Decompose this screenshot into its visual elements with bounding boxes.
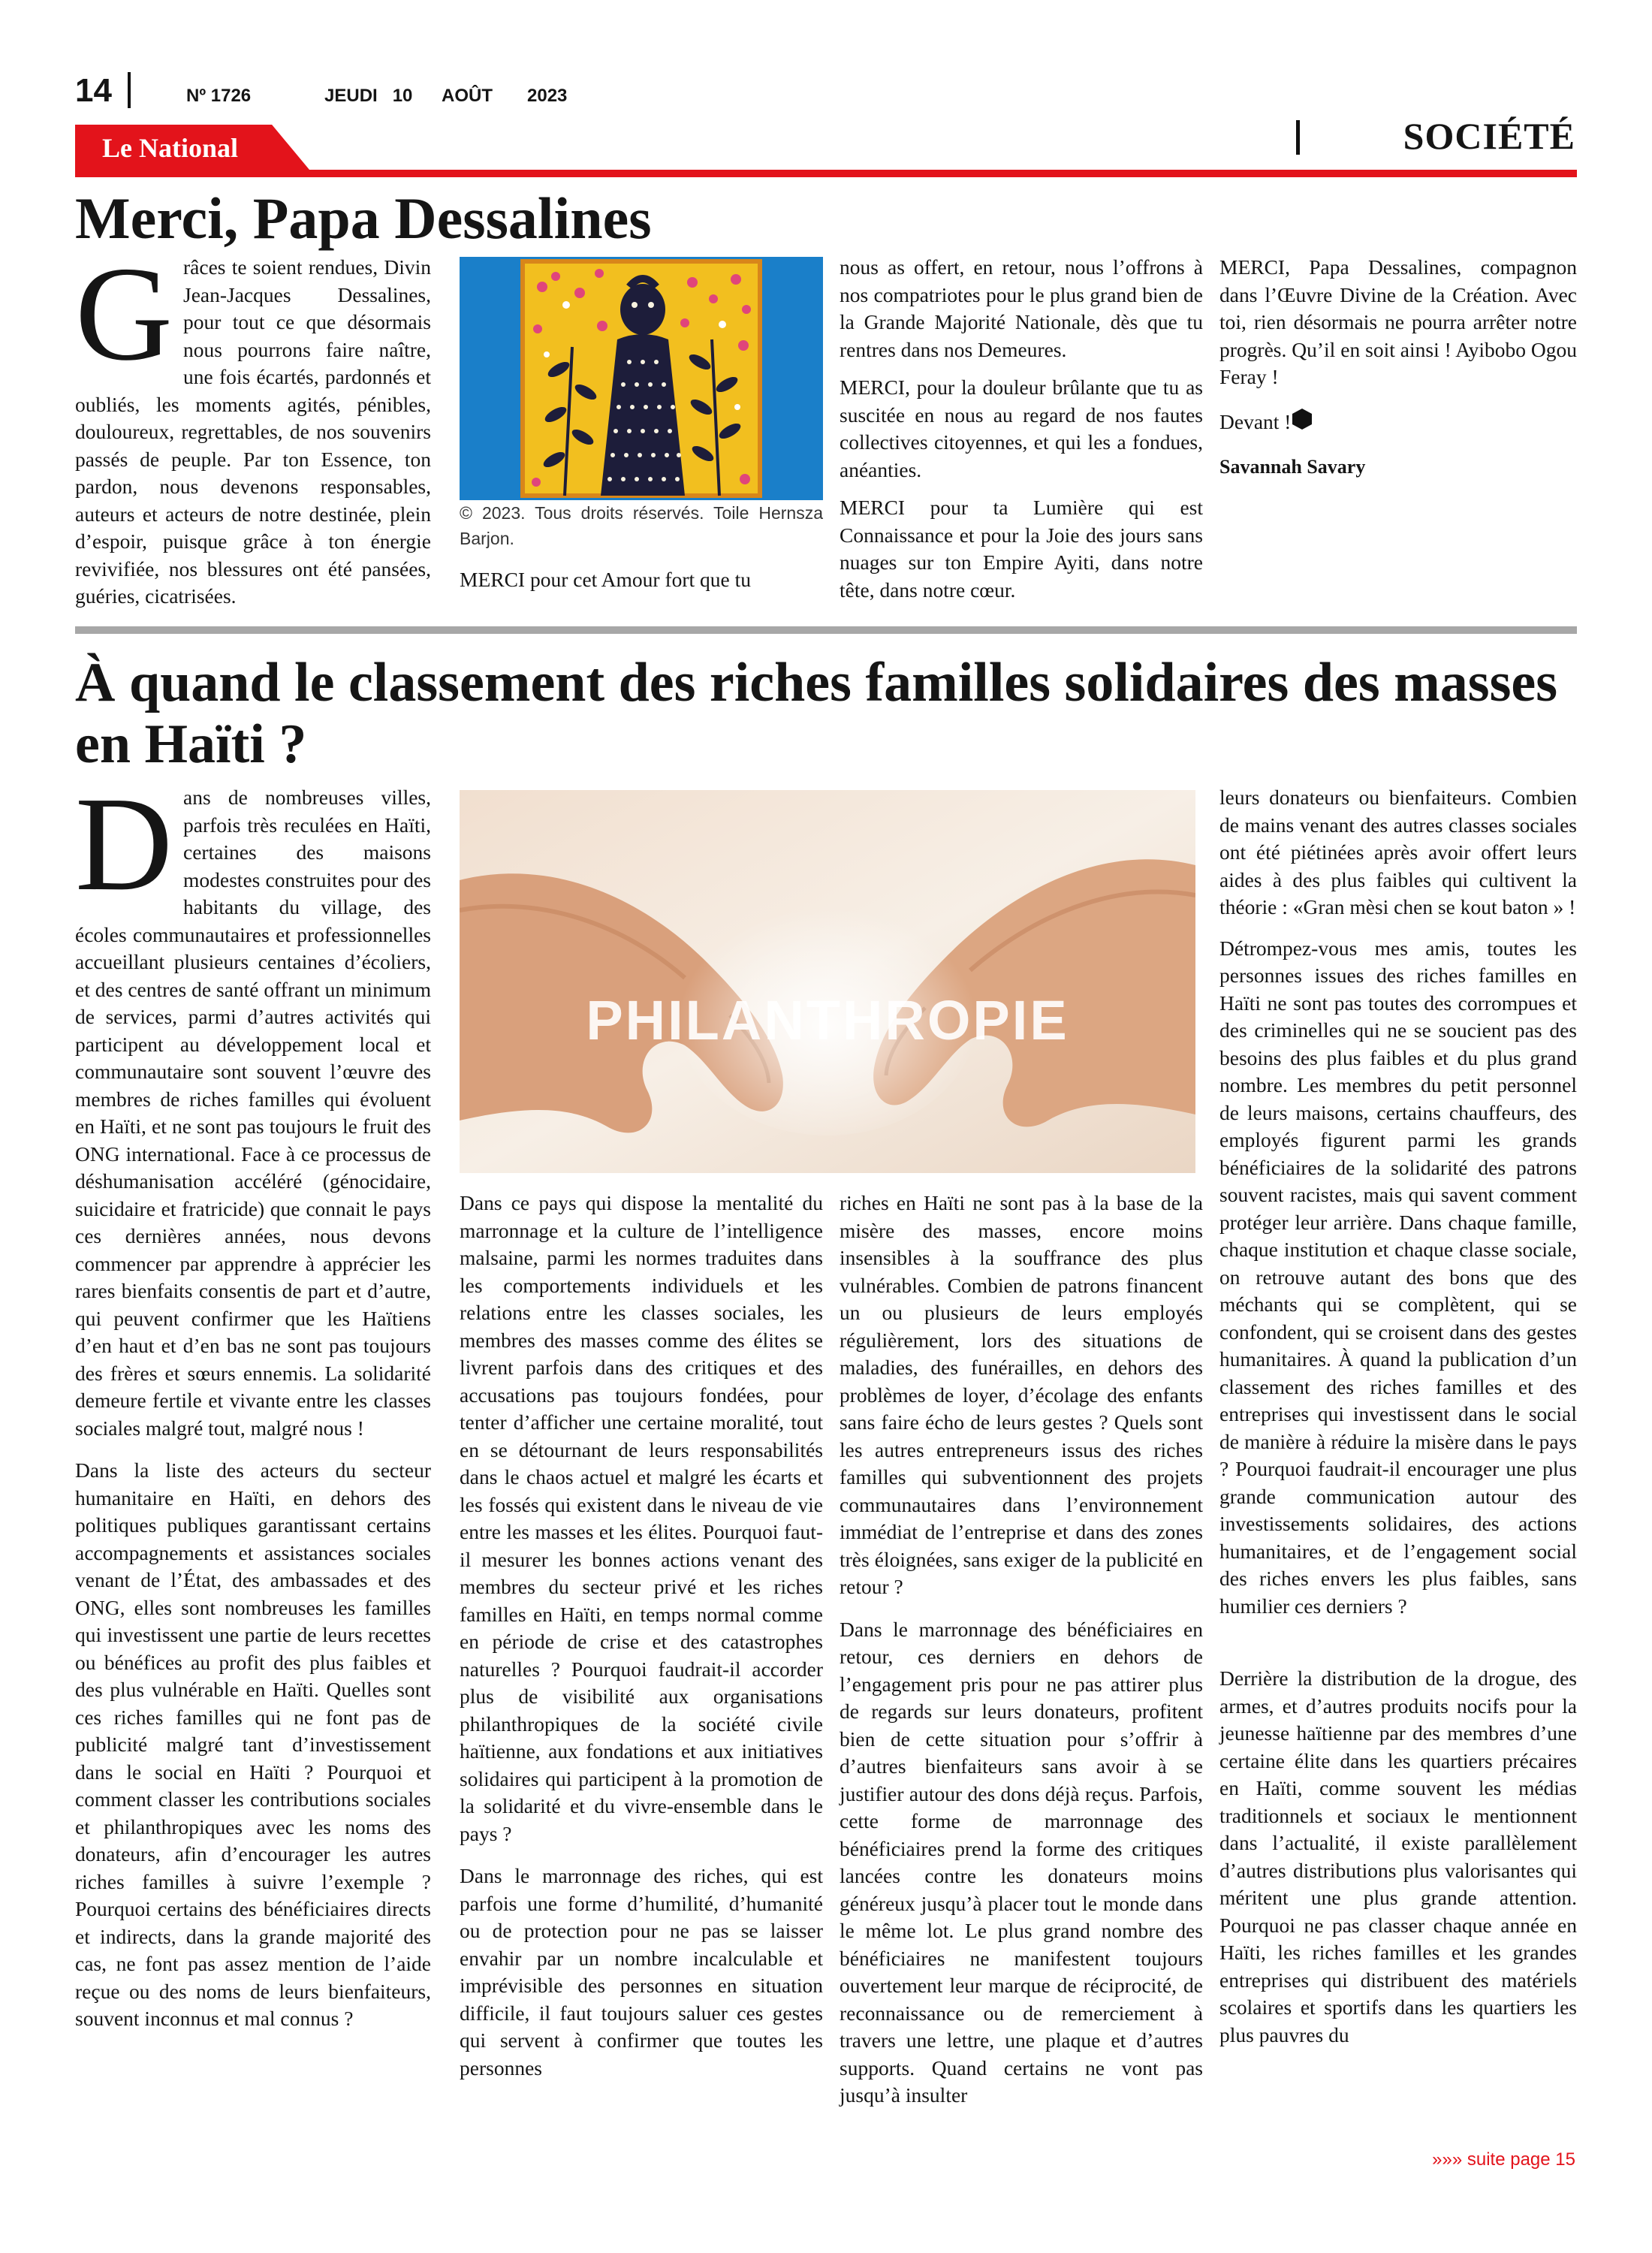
article2-paragraph: Dans la liste des acteurs du secteur humanitaire en Haïti, en dehors des politiques publiques garantissant certains accompagnements et assistances sociales venant de l’État, des ambassades et des ONG, elles sont nombreuses les familles qui investissent une partie de leurs recettes ou bénéfices au profit des plus faibles et des plus vulnérable en Haïti. Quelles sont ces riches familles qui ne font pas de publicité malgré tant d’investissement dans le social en Haïti ? Pourquoi et comment classer les contributions sociales et philanthropiques avec les noms des donateurs, afin d’encourager les autres riches familles à suivre l’exemple ? Pourquoi certains des bénéficiaires directs et indirects, dans la grande majorité des cas, ne font pas assez mention de l’aide reçue ou des noms de leurs bienfaiteurs, souvent inconnus et mal connus ? <box>75 1458 431 2030</box>
article1-paragraph: MERCI pour ta Lumière qui est Connaissance et pour la Joie des jours sans nuages sur ton Empire Ayiti, dans notre tête, dans notre cœur. <box>840 496 1203 602</box>
article2-paragraph: Détrompez-vous mes amis, toutes les personnes issues des riches familles en Haïti ne sont pas toutes des corrompues et des criminelles qui ne se soucient pas des besoins des plus faibles et du plus grand nombre. Les membres du petit personnel de leurs maisons, certains chauffeurs, des employés figurent parmi les grands bénéficiaires de la solidarité des patrons souvent racistes, mais qui savent comment protéger leur arrière. Dans chaque famille, chaque institution et chaque classe sociale, on retrouve autant des bons que des méchants qui se complètent, qui se confondent, qui se croisent dans des gestes humanitaires. À quand la publication d’un classement des riches familles et des entreprises qui investissent dans le social de manière à réduire la misère dans le pays ? Pourquoi faudrait-il encourager une plus grande communication autour des investissements solidaires, des actions humanitaires, et de l’engagement social des riches envers les plus faibles, sans humilier ces derniers ? <box>1219 936 1577 1618</box>
open-hands-illustration <box>460 790 1195 1173</box>
article1-column-4 <box>1219 254 1577 492</box>
sign-off-text: Devant ! <box>1219 409 1292 433</box>
article2-paragraph <box>75 769 431 1442</box>
continued-label: suite page <box>1467 2149 1551 2170</box>
continued-arrows: »»» <box>1432 2149 1463 2170</box>
article1-paragraph: MERCI, Papa Dessalines, compagnon dans l’Œuvre Divine de la Création. Avec toi, rien désormais ne pourra arrêter notre progrès. Qu’il en soit ainsi ! Ayibobo Ogou Feray ! <box>1219 255 1577 388</box>
end-hexagon-icon <box>1291 408 1313 438</box>
article1-paragraph: nous as offert, en retour, nous l’offrons à nos compatriotes pour le plus grand bien de la Grande Majorité Nationale, dès que tu rentres dans nos Demeures. <box>840 255 1203 361</box>
continued-on-page-link[interactable] <box>1432 2149 1575 2170</box>
article1-column-3 <box>840 254 1203 614</box>
issue-year: 2023 <box>527 86 568 106</box>
article2-column-3 <box>840 1190 1203 2120</box>
article1-sign-off <box>1219 408 1577 438</box>
article2-paragraph: Dans le marronnage des riches, qui est parfois une forme d’humilité, d’humanité ou de protection pour ne pas se laisser envahir par un nombre incalculable et imprévisible des personnes en situation difficile, il faut toujours saluer ces gestes qui servent à confirmer que toutes les personnes <box>460 1864 823 2080</box>
continued-page-number: 15 <box>1555 2149 1575 2170</box>
article1-title: Merci, Papa Dessalines <box>75 185 652 251</box>
article1-painting-image <box>460 257 823 500</box>
article1-paragraph: MERCI, pour la douleur brûlante que tu as suscitée en nous au regard de nos fautes collectives citoyennes, et qui les a fondues, anéanties. <box>840 376 1203 481</box>
issue-number: Nº 1726 <box>186 86 252 106</box>
page-number-divider <box>128 72 131 108</box>
article2-column-1 <box>75 769 431 2158</box>
article2-paragraph: leurs donateurs ou bienfaiteurs. Combien de mains venant des autres classes sociales ont été piétinées après avoir offert leurs aides à des plus faibles qui cultivent la théorie : «Gran mèsi chen se kout baton » ! <box>1219 786 1577 918</box>
page-number: 14 <box>75 72 112 109</box>
article1-drop-cap: G <box>75 239 173 388</box>
article1-text: râces te soient rendues, Divin Jean-Jacques Dessalines, pour tout ce que désormais nous pourrons faire naître, une fois écartés, pardonnés et oubliés, les moments agités, pénibles, douloureux, regrettables, de nos souvenirs passés de peuple. Par ton Essence, ton pardon, nous devenons responsables, auteurs et acteurs de notre destinée, plein d’espoir, puisque grâce à ton énergie revivifiée, nos blessures ont été pansées, guéries, cicatrisées. <box>75 255 431 608</box>
article2-drop-cap: D <box>75 769 173 918</box>
issue-month: AOÛT <box>442 86 493 106</box>
article2-column-4 <box>1219 784 1577 2059</box>
newspaper-brand: Le National <box>102 133 239 163</box>
article1-paragraph <box>75 239 431 611</box>
article2-paragraph: riches en Haïti ne sont pas à la base de la misère des masses, encore moins insensibles à la souffrance des plus vulnérables. Combien de patrons financent un ou plusieurs de leurs employés régulièrement, lors des situations de maladies, des funérailles, en dehors des problèmes de loyer, d’écolage des enfants sans faire écho de leurs gestes ? Quels sont les autres entrepreneurs issus des riches familles qui subventionnent des projets communautaires dans l’environnement immédiat de l’entreprise et dans des zones très éloignées, sans exiger de la publicité en retour ? <box>840 1191 1203 1598</box>
philanthropy-image <box>460 790 1195 1173</box>
painting-illustration <box>460 257 823 500</box>
article1-image-caption: © 2023. Tous droits réservés. Toile Hernsza Barjon. <box>460 503 823 548</box>
article2-paragraph: Dans le marronnage des bénéficiaires en retour, ces derniers en dehors de l’engagement pris pour ne pas attirer plus de regards sur leurs donateurs, profitent bien de cette situation pour s’offrir à d’autres bienfaiteurs sans avoir à se justifier autour des dons déjà reçus. Parfois, cette forme de marronnage des bénéficiaires prend la forme des critiques lancées contre les donateurs moins généreux jusqu’à placer tout le monde dans le même lot. Le plus grand nombre des bénéficiaires ne manifestent toujours ouvertement leur marque de réciprocité, de reconnaissance ou de remerciement à travers une lettre, une plaque et d’autres supports. Quand certains ne vont pas jusqu’à insulter <box>840 1617 1203 2107</box>
article2-text: ans de nombreuses villes, parfois très reculées en Haïti, certaines des maisons modestes construites pour des habitants du village, des écoles communautaires et professionnelles accueillant plusieurs centaines d’écoliers, et des centres de santé offrant un minimum de services, parmi d’autres activités qui participent au développement local et communautaire sont souvent l’œuvre des membres de riches familles qui évoluent en Haïti, et ne sont pas toujours le fruit des ONG international. Face à ce processus de déshumanisation accéléré (génocidaire, suicidaire et fratricide) que connait le pays ces dernières années, nous devons commencer par apprendre à apprécier les rares bienfaits consentis de part et d’autre, qui peuvent confirmer que les Haïtiens d’en haut et d’en bas ne sont pas toujours des frères et sœurs ennemis. La solidarité demeure fertile et vivante entre les classes sociales malgré tout, malgré nous ! <box>75 786 431 1440</box>
article2-title: À quand le classement des riches familles solidaires des masses en Haïti ? <box>75 652 1558 775</box>
article-separator <box>75 626 1577 634</box>
article1-author: Savannah Savary <box>1219 456 1366 478</box>
article1-column-1 <box>75 239 431 614</box>
article2-column-2 <box>460 1190 823 2092</box>
issue-day: JEUDI 10 <box>324 86 413 106</box>
section-rubric: SOCIÉTÉ <box>1403 115 1575 157</box>
article1-column-2 <box>460 566 823 605</box>
rubric-divider <box>1296 120 1300 155</box>
article2-paragraph: Derrière la distribution de la drogue, des armes, et d’autres produits nocifs pour la jeunesse haïtienne par des membres d’une certaine élite dans les quartiers précaires en Haïti, comme souvent les médias traditionnels et sociaux le mentionnent dans l’actualité, il existe parallèlement d’autres distributions plus valorisantes qui méritent une plus grande attention. Pourquoi ne pas classer chaque année en Haïti, les riches familles et les grandes entreprises qui distribuent des matériels scolaires et sportifs dans les quartiers les plus pauvres du <box>1219 1666 1577 2046</box>
header-red-rule <box>75 170 1577 177</box>
article1-paragraph: MERCI pour cet Amour fort que tu <box>460 568 751 591</box>
image-overlay-text: PHILANTHROPIE <box>586 989 1069 1051</box>
article2-paragraph: Dans ce pays qui dispose la mentalité du marronnage et la culture de l’intelligence malsaine, parmi les normes traduites dans les comportements individuels et les relations entre les classes sociales, les membres des masses comme des élites se livrent parfois dans des critiques et des accusations pas toujours fondées, pour tenter d’afficher une certaine moralité, tout en se détournant de leurs responsabilités dans le chaos actuel et malgré les écarts et les fossés qui existent dans le niveau de vie entre les masses et les élites. Pourquoi faut-il mesurer les bonnes actions venant des membres du secteur privé et les riches familles en Haïti, en temps normal comme en période de crise et des catastrophes naturelles ? Pourquoi faudrait-il accorder plus de visibilité aux organisations philanthropiques de la société civile haïtienne, aux fondations et aux initiatives solidaires qui participent à la promotion de la solidarité et du vivre-ensemble dans le pays ? <box>460 1191 823 1845</box>
